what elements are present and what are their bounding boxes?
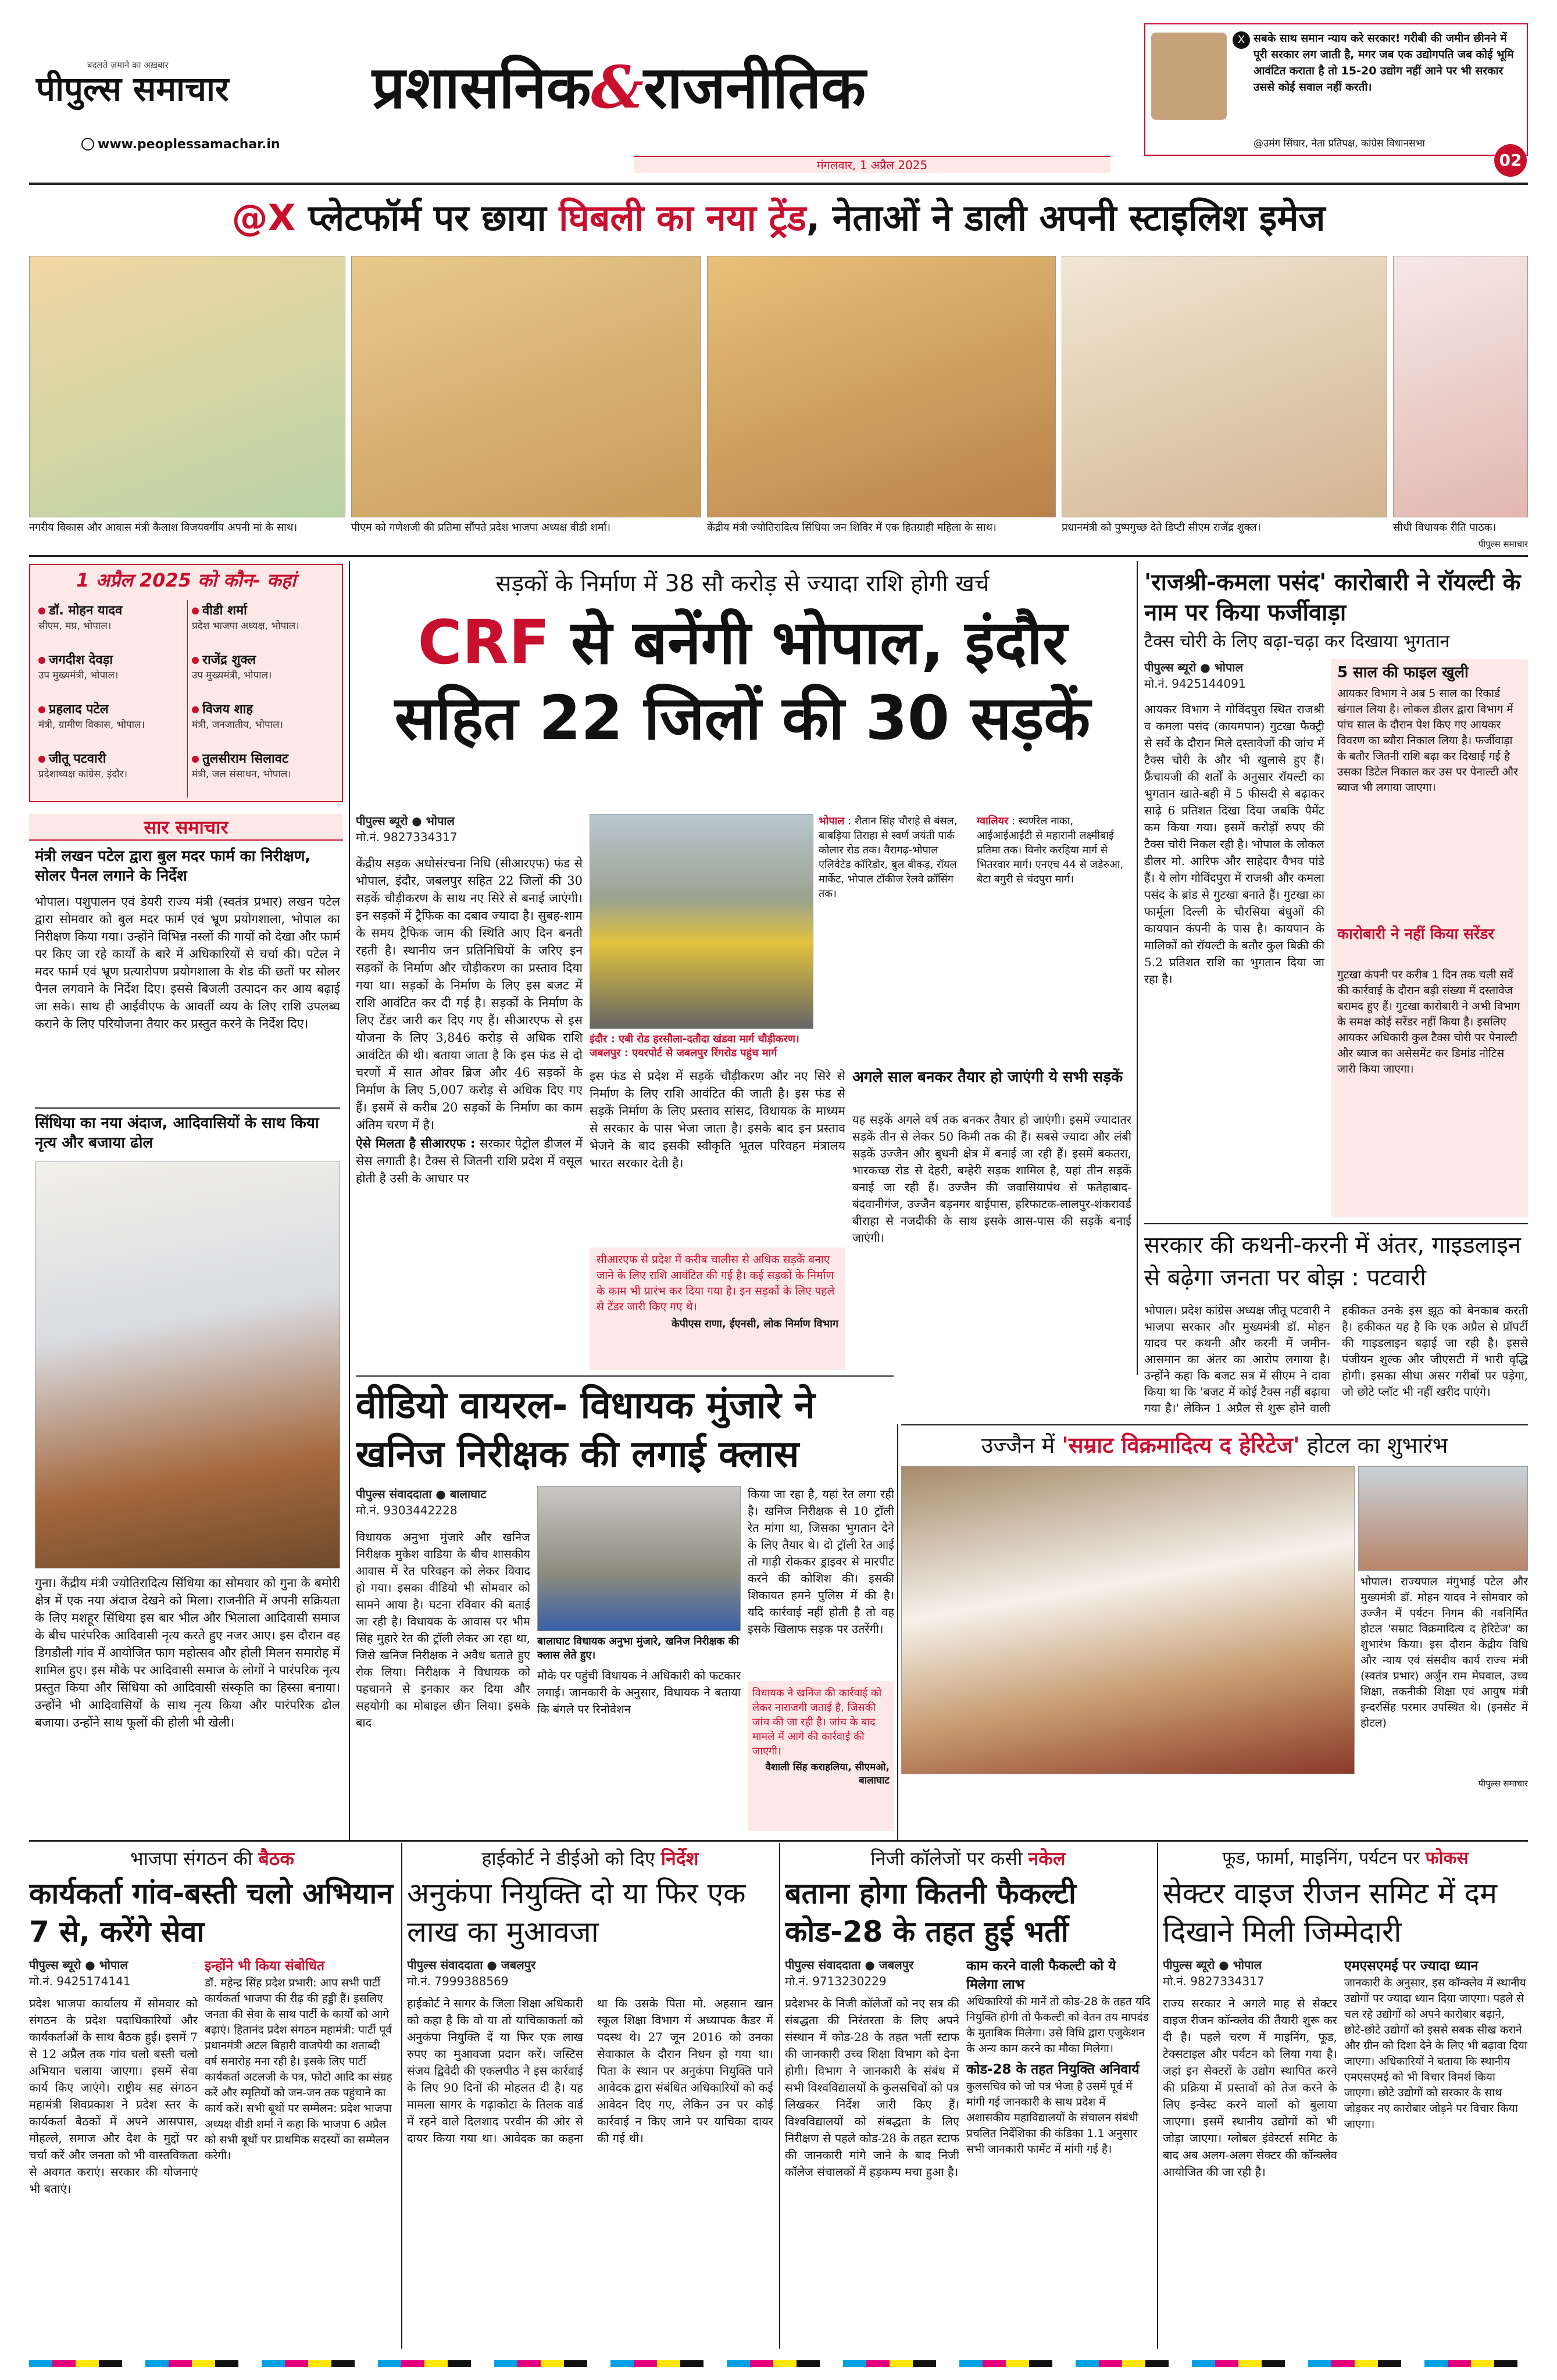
- who-where-item: डॉ. मोहन यादव सीएम, मप्र, भोपाल।: [38, 603, 123, 632]
- bottom-1-side-head: इन्होंने भी किया संबोधित: [205, 1959, 325, 1974]
- munjare-headline-1: वीडियो वायरल- विधायक मुंजारे ने: [356, 1384, 815, 1427]
- bottom-4-body: राज्य सरकार ने अगले माह से सेक्टर वाइज रीजन कॉन्क्लेव की तैयारी शुरू कर दी है। पहले चरण में माइनिंग, फूड, टेक्सटाइल और पर्यटन को लिया गया है। जहां इन सेक्टरों के उद्योग स्थापित करने की प्रक्रिया में प्रस्तावों को तेज करने के लिए इन्वेस्ट करने वालों को बुलाया जाएगा। इसमें स्थानीय उद्योगों को भी जोड़ा जाएगा। ग्लोबल इंवेस्टर्स समिट के बाद अब अलग-अलग सेक्टर की कॉन्क्लेव आयोजित की जा रही है।: [1163, 1996, 1337, 2179]
- x-logo-icon: X: [1233, 31, 1250, 49]
- patwari-body: भोपाल। प्रदेश कांग्रेस अध्यक्ष जीतू पटवारी ने भाजपा सरकार और मुख्यमंत्री डॉ. मोहन यादव पर कथनी और करनी में जमीन-आसमान का अंतर का आरोप लगाया है। उन्होंने कहा कि बजट सत्र में सीएम ने दावा किया था कि 'बजट में कोई टैक्स नहीं बढ़ाया गया है।' लेकिन 1 अप्रैल से शुरू होने वाली हकीकत उनके इस झूठ को बेनकाब करती है। हकीकत यह है कि एक अप्रैल से प्रॉपर्टी की गाइडलाइन बढ़ाई जा रही है। इससे पंजीयन शुल्क और जीएसटी में भारी वृद्धि होगी। इसका सीधा असर गरीबों पर पड़ेगा, जो छोटे प्लॉट भी नहीं खरीद पाएंगे।: [1144, 1303, 1528, 1415]
- saar-title-bar: [29, 814, 343, 841]
- munjare-quote-box: [748, 1681, 894, 1831]
- crf-next-year-body: यह सड़कें अगले वर्ष तक बनकर तैयार हो जाएंगी। इसमें ज्यादातर सड़कें तीन से लेकर 50 किमी तक की हैं। सबसे ज्यादा और लंबी सड़कें उज्जैन और बुधनी क्षेत्र में बनाई जा रही हैं। इसमें बकतरा, भारकच्छ रोड से देहरी, बम्हेरी सड़क शामिल है, यहां तीन सड़कें बनाई जा रही हैं। उज्जैन की जवासियापंथ से फतेहाबाद-बंदवानीगंज, उज्जैन बड़नगर बाईपास, हरिफाटक-लालपुर-शंकरावर्ड बीराहा से नजदीकी के साथ इसके आस-पास की सड़कें बनाई जाएंगी।: [852, 1113, 1131, 1245]
- vertical-rule-munjare: [897, 1424, 898, 1840]
- crf-kicker: सड़कों के निर्माण में 38 सौ करोड़ से ज्यादा राशि होगी खर्च: [495, 570, 990, 597]
- vertical-rule-left: [349, 561, 350, 1840]
- brand-name: पीपुल्स समाचार: [36, 69, 229, 109]
- pin-icon: [192, 756, 199, 763]
- bottom-2-headline: अनुकंपा नियुक्ति दो या फिर एक लाख का मुआवजा: [407, 1877, 746, 1949]
- bottom-4-side-head: एमएसएमई पर ज्यादा ध्यान: [1344, 1959, 1479, 1974]
- ghibli-caption-2: पीएम को गणेशजी की प्रतिमा सौंपते प्रदेश भाजपा अध्यक्ष वीडी शर्मा।: [351, 521, 611, 534]
- ghibli-image-2: [351, 256, 701, 517]
- masthead-rule: [29, 183, 1528, 185]
- who-where-item: वीडी शर्मा प्रदेश भाजपा अध्यक्ष, भोपाल।: [192, 603, 299, 632]
- ghibli-caption-4: प्रधानमंत्री को पुष्पगुच्छ देते डिप्टी सीएम राजेंद्र शुक्ल।: [1062, 521, 1261, 534]
- who-where-item: जगदीश देवड़ा उप मुख्यमंत्री, भोपाल।: [38, 653, 119, 681]
- vikram-rule: [901, 1424, 1528, 1425]
- bottom-3-side-body: अधिकारियों की मानें तो कोड-28 के तहत यदि नियुक्ति होगी तो फैकल्टी को वेतन तय मापदंड के मुताबिक मिलेगा। उसे विधि द्वारा एजुकेशन के अन्य काम करने का मौका मिलेगा।: [966, 1995, 1151, 2055]
- vikram-body: भोपाल। राज्यपाल मंगुभाई पटेल और मुख्यमंत्री डॉ. मोहन यादव ने सोमवार को उज्जैन में पर्यटन निगम की नवनिर्मित होटल 'सम्राट विक्रमादित्य द हेरिटेज' का शुभारंभ किया। इस दौरान केंद्रीय विधि और न्याय एवं संसदीय कार्य राज्य मंत्री (स्वतंत्र प्रभार) अर्जुन राम मेघवाल, उच्च शिक्षा, तकनीकी शिक्षा एवं आयुष मंत्री इन्दरसिंह परमार उपस्थित थे। (इनसेट में होटल): [1360, 1575, 1528, 1729]
- print-registration-bar: [29, 2360, 1528, 2367]
- crf-city-list-2: ग्वालियर : स्वर्णरेल नाका, आईआईआईटी से महारानी लक्ष्मीबाई प्रतिमा तक। विनोर करहिया मार्ग से भितरवार मार्ग। एनएच 44 से जडेरुआ, बेटा बगुरी से चंदपुरा मार्ग।: [977, 815, 1124, 885]
- munjare-rule: [356, 1375, 894, 1377]
- ghibli-headline: @X प्लेटफॉर्म पर छाया घिबली का नया ट्रेंड, नेताओं ने डाली अपनी स्टाइलिश इमेज: [231, 196, 1326, 239]
- vikram-headline: उज्जैन में 'सम्राट विक्रमादित्य द हेरिटेज' होटल का शुभारंभ: [981, 1432, 1448, 1458]
- munjare-col-3: किया जा रहा है, यहां रेत लगा रही है। खनिज निरीक्षक से 10 ट्रॉली रेत मांगा था, जिसका भुगतान देने के लिए तैयार थे। दो ट्रॉली रेत आई तो गाड़ी रोककर ड्राइवर से मारपीट करने की कोशिश की। इसकी शिकायत हमने पुलिस में की है। यदि कार्रवाई नहीं होती है तो वह इसके खिलाफ सड़क पर उतरेंगी।: [748, 1487, 894, 1636]
- page-number-badge: 02: [1494, 144, 1527, 177]
- bottom-4-sidebar: [1344, 1957, 1528, 2344]
- date-band: [634, 156, 1110, 173]
- tweet-box: [1144, 23, 1528, 156]
- who-where-item: प्रहलाद पटेल मंत्री, ग्रामीण विकास, भोपाल।: [38, 702, 145, 731]
- ghibli-image-3: [707, 256, 1056, 517]
- patwari-rule: [1144, 1223, 1528, 1224]
- saar-story-2-body: गुना। केंद्रीय मंत्री ज्योतिरादित्य सिंधिया का सोमवार को गुना के बमोरी क्षेत्र में एक नया अंदाज देखने को मिला। राजनीति में अपनी सक्रियता के लिए मशहूर सिंधिया इस बार भील और भिलाला आदिवासी समाज के बीच पारंपरिक आदिवासी नृत्य करते हुए नजर आए। इस दौरान वह डिगडौली गांव में आयोजित फाग महोत्सव और होली मिलन समारोह में शामिल हुए। इस मौके पर आदिवासी समाज के लोगों ने पारंपरिक नृत्य प्रस्तुत किया और सिंधिया को आदिवासी संस्कृति का हिस्सा बनाया। उन्होंने भी आदिवासियों के साथ नृत्य किया और पारंपरिक ढोल बजाया। उन्होंने साथ फूलों की होली भी खेली।: [35, 1576, 340, 1729]
- pin-icon: [38, 607, 45, 614]
- bottom-4-headline: सेक्टर वाइज रीजन समिट में दम दिखाने मिली जिम्मेदारी: [1163, 1877, 1498, 1949]
- saar-title: सार समाचार: [144, 816, 228, 838]
- crf-body-col-1: केंद्रीय सड़क अधोसंरचना निधि (सीआरएफ) फंड से भोपाल, इंदौर, जबलपुर सहित 22 जिलों की 30 सड़कें चौड़ीकरण के साथ नए सिरे से बनाई जाएंगी। इन सड़कों में ट्रैफिक का दबाव ज्यादा है। सुबह-शाम के समय ट्रैफिक जाम की स्थिति आए दिन बनती रहती है। स्थानीय जन प्रतिनिधियों के जरिए इन सड़कों के निर्माण और चौड़ीकरण का प्रस्ताव दिया गया था। सड़कों के निर्माण के लिए इस बजट में राशि आवंटित कर दी गई है। सड़कों के निर्माण के लिए टेंडर जारी कर दिए गए हैं। सीआरएफ से इस योजना के लिए 3,846 करोड़ से अधिक राशि आवंटित की थी। बताया जाता है कि इस फंड से दो चरणों में सात ओवर ब्रिज और 46 सड़कों के निर्माण के लिए 5,007 करोड़ से अधिक दिए गए हैं। इसमें से करीब 20 सड़कों के निर्माण का काम अंतिम चरण में है। ऐसे मिलता है सीआरएफ : सरकार पेट्रोल डीजल में सेस लगाती है। टैक्स से जितनी राशि प्रदेश में वसूल होती है उसी के आधार पर: [356, 856, 583, 1185]
- rajshri-sidebar: [1331, 659, 1528, 1217]
- pin-icon: [192, 657, 199, 664]
- bottom-4-kicker: फूड, फार्मा, माइनिंग, पर्यटन पर फोकस: [1222, 1848, 1469, 1868]
- bottom-3-headline: बताना होगा कितनी फैकल्टी कोड-28 के तहत हुई भर्ती: [785, 1877, 1076, 1949]
- rajshri-subhead: टैक्स चोरी के लिए बढ़ा-चढ़ा कर दिखाया भुगतान: [1144, 631, 1450, 652]
- bottom-2-kicker: हाईकोर्ट ने डीईओ को दिए निर्देश: [481, 1847, 699, 1870]
- vikram-credit: पीपुल्स समाचार: [1478, 1778, 1528, 1789]
- munjare-col-2: मौके पर पहुंची विधायक ने अधिकारी को फटकार लगाई। जानकारी के अनुसार, विधायक ने बताया कि बंगले पर रिनोवेशन: [537, 1668, 741, 1716]
- bottom-4-byline: पीपुल्स ब्यूरो ● भोपाल मो.नं. 9827334317: [1163, 1958, 1265, 1988]
- crf-byline: पीपुल्स ब्यूरो ● भोपाल मो.नं. 9827334317: [356, 814, 458, 844]
- tweet-author: @उमंग सिंघार, नेता प्रतिपक्ष, कांग्रेस विधानसभा: [1254, 138, 1425, 149]
- bottom-3-body: प्रदेशभर के निजी कॉलेजों को नए सत्र की संबद्धता की निरंतरता के लिए अपने संस्थान में कोड-28 के तहत भर्ती स्टाफ की जानकारी उच्च शिक्षा विभाग को देना होगी। विभाग ने जानकारी के संबंध में सभी विश्वविद्यालयों के कुलसचिवों को पत्र लिखकर निर्देश जारी किए हैं। विश्वविद्यालयों को संबद्धता के लिए निरीक्षण से पहले कोड-28 के तहत स्टाफ की जानकारी मांगे जाने के बाद निजी कॉलेज संचालकों में हड़कम्प मचा हुआ है।: [785, 1996, 959, 2179]
- bottom-vrule-2: [779, 1843, 780, 2349]
- bottom-3-kicker: निजी कॉलेजों पर कसी नकेल: [870, 1847, 1066, 1870]
- bottom-3-side-body-2: कुलसचिव को जो पत्र भेजा है उसमें पूर्व में मांगी गई जानकारी के साथ प्रदेश में अशासकीय महाविद्यालयों के संचालन संबंधी प्रचलित निर्देशिका की कंडिका 1.1 अनुसार सभी जानकारी फार्मेट में मांगी गई है।: [966, 2080, 1138, 2156]
- row-rule-1: [29, 555, 1528, 557]
- crf-road-photo: [590, 814, 813, 1029]
- section-title: प्रशासनिक&राजनीतिक: [372, 53, 866, 121]
- ghibli-image-1: [29, 256, 345, 517]
- who-where-item: विजय शाह मंत्री, जनजातीय, भोपाल।: [192, 702, 283, 731]
- bottom-row-rule: [29, 1840, 1528, 1842]
- masthead-tagline: बदलते ज़माने का अख़बार: [87, 60, 169, 70]
- patwari-headline: सरकार की कथनी-करनी में अंतर, गाइडलाइन से बढ़ेगा जनता पर बोझ : पटवारी: [1144, 1232, 1522, 1291]
- saar-story-1-body: भोपाल। पशुपालन एवं डेयरी राज्य मंत्री (स्वतंत्र प्रभार) लखन पटेल द्वारा सोमवार को बुल मदर फार्म एवं भ्रूण प्रयोगशाला, भोपाल का निरीक्षण किया गया। उन्होंने विभिन्न नस्लों की गायों को देखा और फार्म पर किए जा रहे कार्यों के बारे में अधिकारियों से चर्चा की। पटेल ने मदर फार्म एवं भ्रूण प्रत्यारोपण प्रयोगशाला के शेड की छतों पर सोलर पैनल लगवाने के निर्देश दिए। इससे बिजली उत्पादन कर आय बढ़ाई जा सके। साथ ही आईवीएफ के आवर्ती व्यय के लिए राशि उपलब्ध कराने के लिए परियोजना तैयार कर प्रस्तुत करने के निर्देश दिए।: [35, 895, 340, 1031]
- bottom-3-side-head: काम करने वाली फैकल्टी को ये मिलेगा लाभ: [966, 1959, 1116, 1992]
- ghibli-image-5: [1393, 256, 1528, 517]
- ghibli-credit: पीपुल्स समाचार: [1478, 539, 1528, 549]
- hotel-inauguration-photo: [901, 1466, 1355, 1774]
- transport-column: [937, 1067, 938, 1068]
- bottom-3-byline: पीपुल्स संवाददाता ● जबलपुर मो.नं. 9713230229: [785, 1958, 914, 1988]
- pin-icon: [38, 706, 45, 713]
- bottom-vrule-3: [1157, 1843, 1158, 2349]
- rajshri-body: आयकर विभाग ने गोविंदपुरा स्थित राजश्री व कमला पसंद (कायमपान) गुटखा फैक्ट्री से सर्वे के दौरान मिले दस्तावेजों की जांच में टैक्स चोरी के और भी खुलासे हुए हैं। फ्रैंचायजी की शर्तों के अनुसार रॉयल्टी का भुगतान खाते-बही में 5 फीसदी से बढ़ाकर साढ़े 6 प्रतिशत दिखा दिया जबकि पैमेंट कम किया गया। इसमें करोड़ों रुपए की टैक्स चोरी निकल रही है। भोपाल के लोकल डीलर मो. आरिफ और साहेदार वैभव पांडे हैं। ये लोग गोविंदपुरा में राजश्री और कमला पसंद के ब्रांड से गुटखा बनाते हैं। गुटखा का फार्मूला दिल्ली के चौरसिया बंधुओं की कायपान कंपनी के पास है। कायपान के मालिकों को रॉयल्टी के बतौर कुल बिक्री की 5.2 प्रतिशत राशि का भुगतान दिया जा रहा है।: [1144, 702, 1324, 986]
- ghibli-caption-3: केंद्रीय मंत्री ज्योतिरादित्य सिंधिया जन शिविर में एक हितग्राही महिला के साथ।: [707, 521, 997, 534]
- who-where-item: राजेंद्र शुक्ल उप मुख्यमंत्री, भोपाल।: [192, 653, 272, 681]
- rajshri-headline: 'राजश्री-कमला पसंद' कारोबारी ने रॉयल्टी के नाम पर किया फर्जीवाड़ा: [1144, 569, 1521, 626]
- saar-story-1-headline: मंत्री लखन पटेल द्वारा बुल मदर फार्म का निरीक्षण, सोलर पैनल लगाने के निर्देश: [35, 848, 311, 885]
- scindia-dance-photo: [35, 1162, 340, 1568]
- crf-quote-text: सीआरएफ से प्रदेश में करीब चालीस से अधिक सड़कें बनाए जाने के लिए राशि आवंटित की गई है। कई सड़कों के निर्माण के काम भी प्रारंभ कर दिया गया है। इन सड़कों के लिए पहले से टेंडर जारी किए गए थे।: [597, 1253, 835, 1313]
- bottom-3-sidebar: [966, 1957, 1151, 2344]
- globe-icon: [81, 138, 94, 151]
- ghibli-caption-5: सीधी विधायक रीति पाठक।: [1393, 521, 1497, 534]
- rajshri-byline: पीपुल्स ब्यूरो ● भोपाल मो.नं. 9425144091: [1144, 660, 1246, 691]
- issue-date: मंगलवार, 1 अप्रैल 2025: [816, 158, 928, 172]
- site-url-row[interactable]: [81, 137, 280, 152]
- ghibli-image-4: [1062, 256, 1387, 517]
- crf-headline-line-2: सहित 22 जिलों की 30 सड़कें: [394, 682, 1091, 753]
- crf-headline-line-1: CRF से बनेंगी भोपाल, इंदौर: [417, 607, 1067, 678]
- tweet-author-photo: [1151, 33, 1227, 120]
- tweet-text: सबके साथ समान न्याय करे सरकार! गरीबी की जमीन छीनने में पूरी सरकार लग जाती है, मगर जब एक उद्योगपति जब कोई भूमि आवंटित कराता है तो 15-20 उद्योग नहीं आने पर भी सरकार उससे कोई सवाल नहीं करती।: [1254, 32, 1514, 94]
- ghibli-caption-1: नगरीय विकास और आवास मंत्री कैलाश विजयवर्गीय अपनी मां के साथ।: [29, 521, 298, 534]
- crf-quote-attribution: केपीएस राणा, ईएनसी, लोक निर्माण विभाग: [671, 1318, 838, 1330]
- who-where-item: तुलसीराम सिलावट मंत्री, जल संसाधन, भोपाल।: [192, 752, 291, 780]
- bottom-2-byline: पीपुल्स संवाददाता ● जबलपुर मो.नं. 7999388569: [407, 1958, 536, 1988]
- crf-photo-caption-1: इंदौर : एबी रोड हरसौला-दतौदा खंडवा मार्ग चौड़ीकरण।: [590, 1033, 799, 1045]
- who-where-item: जीतू पटवारी प्रदेशाध्यक्ष कांग्रेस, इंदौर।: [38, 752, 128, 780]
- bottom-3-side-head-2: कोड-28 के तहत नियुक्ति अनिवार्य: [966, 2062, 1140, 2077]
- bottom-1-body: प्रदेश भाजपा कार्यालय में सोमवार को संगठन के प्रदेश पदाधिकारियों और कार्यकर्ताओं के साथ बैठक हुई। इसमें 7 से 12 अप्रैल तक गांव चलो बस्ती चलो अभियान चलाया जाएगा। इसमें सेवा कार्य किए जाएंगे। राष्ट्रीय सह संगठन महामंत्री शिवप्रकाश ने प्रदेश स्तर के कार्यकर्ता बैठकों में अपने आसपास, मोहल्ले, समाज और देश के मुद्दों पर चर्चा करें और जनता को भी वास्तविकता से अवगत कराएं। सरकार की योजनाएं भी बताएं।: [29, 1996, 198, 2196]
- hotel-inset-photo: [1358, 1466, 1528, 1571]
- rajshri-side-head-1: 5 साल की फाइल खुली: [1337, 664, 1469, 681]
- munjare-quote-attribution: वैशाली सिंह कराहलिया, सीएमओ, बालाघाट: [765, 1761, 890, 1786]
- bottom-1-headline: कार्यकर्ता गांव-बस्ती चलो अभियान 7 से, करेंगे सेवा: [29, 1877, 394, 1949]
- crf-next-year-headline: अगले साल बनकर तैयार हो जाएंगी ये सभी सड़कें: [852, 1069, 1123, 1086]
- bottom-2-body: हाईकोर्ट ने सागर के जिला शिक्षा अधिकारी को कहा है कि वो या तो याचिकाकर्ता को अनुकंपा नियुक्ति दें या फिर एक लाख रुपए का मुआवजा प्रदान करें। जस्टिस संजय द्विवेदी की एकलपीठ ने इस कार्रवाई के लिए 90 दिनों की मोहलत दी है। यह मामला सागर के गढ़ाकोटा के तिलक वार्ड में रहने वाले दिलशाद परवीन की ओर से दायर किया गया था। आवेदक का कहना था कि उसके पिता मो. अहसान खान स्कूल शिक्षा विभाग में अध्यापक कैडर में पदस्थ थे। 27 जून 2016 को उनका सेवाकाल के दौरान निधन हो गया था। पिता के स्थान पर अनुकंपा नियुक्ति पाने आवेदक द्वारा संबंधित अधिकारियों को कई आवेदन दिए गए, लेकिन उन पर कोई कार्रवाई न किए जाने पर याचिका दायर की गई थी।: [407, 1996, 773, 2145]
- munjare-photo-caption: बालाघाट विधायक अनुभा मुंजारे, खनिज निरीक्षक की क्लास लेते हुए।: [537, 1635, 740, 1661]
- bottom-1-side-body: डॉ. महेन्द्र सिंह प्रदेश प्रभारी: आप सभी पार्टी कार्यकर्ता भाजपा की रीढ़ की हड्डी हैं। इसलिए जनता की सेवा के साथ पार्टी के कार्यों को आगे बढ़ाएं। हितानंद प्रदेश संगठन महामंत्री: पार्टी पूर्व प्रधानमंत्री अटल बिहारी वाजपेयी का शताब्दी वर्ष समारोह मना रही है। इसके लिए पार्टी कार्यकर्ता अटलजी के पत्र, फोटो आदि का संग्रह करें और स्मृतियों को जन-जन तक पहुंचाने का कार्य करें। सभी बूथों पर सम्मेलन: प्रदेश भाजपा अध्यक्ष वीडी शर्मा ने कहा कि भाजपा 6 अप्रैल को सभी बूथों पर प्राथमिक सदस्यों का सम्मेलन करेगी।: [205, 1977, 392, 2162]
- bottom-4-side-body: जानकारी के अनुसार, इस कॉन्क्लेव में स्थानीय उद्योगों पर ज्यादा ध्यान दिया जाएगा। पहले से चल रहे उद्योगों को अपने कारोबार बढ़ाने, छोटे-छोटे उद्योगों को इससे सबक सीख कराने और ग्रीन को दिशा देने के लिए भी बढ़ावा दिया जाएगा। अधिकारियों ने बताया कि स्थानीय एमएसएमई को भी विचार विमर्श किया जाएगा। छोटे उद्योगों को सरकार के साथ जोड़कर नए कारोबार जोड़ने पर विचार किया जाएगा।: [1344, 1977, 1527, 2131]
- munjare-quote-text: विधायक ने खनिज की कार्रवाई को लेकर नाराजगी जताई है, जिसकी जांच की जा रही है। जांच के बाद मामले में आगे की कार्रवाई की जाएगी।: [752, 1687, 882, 1757]
- site-url: www.peoplessamachar.in: [98, 137, 280, 152]
- munjare-photo: [537, 1486, 741, 1631]
- crf-body-col-2: इस फंड से प्रदेश में सड़कें चौड़ीकरण और नए सिरे से निर्माण के लिए राशि आवंटित की जाती है। इस फंड से सड़कें निर्माण के लिए प्रस्ताव सांसद, विधायक के माध्यम से सरकार के पास भेजा जाता है। इसके बाद इन प्रस्ताव भेजने के बाद इसकी स्वीकृति भूतल परिवहन मंत्रालय भारत सरकार देती है।: [590, 1069, 845, 1170]
- pin-icon: [38, 657, 45, 664]
- bottom-1-sidebar: [205, 1957, 395, 2344]
- vertical-rule-mid: [1137, 561, 1138, 1375]
- rajshri-side-body-2: गुटखा कंपनी पर करीब 1 दिन तक चली सर्वे की कार्रवाई के दौरान बड़ी संख्या में दस्तावेज बरामद हुए हैं। गुटखा कारोबारी ने अभी विभाग के समक्ष कोई सरेंडर नहीं किया है। इसलिए आयकर अधिकारी कुल टैक्स चोरी पर पेनाल्टी और ब्याज का असेसमेंट कर डिमांड नोटिस जारी किया जाएगा।: [1337, 969, 1520, 1075]
- munjare-col-1: विधायक अनुभा मुंजारे और खनिज निरीक्षक मुकेश वाडिया के बीच शासकीय आवास में रेत परिवहन को लेकर विवाद हो गया। इसका वीडियो भी सोमवार को सामने आया है। घटना रविवार की बताई जा रही है। विधायक के आवास पर भीम सिंह मुहारे रेत की ट्रॉली लेकर आ रहा था, जिसे खनिज निरीक्षक ने अवैध बताते हुए रोक लिया। निरीक्षक ने विधायक को पहचानने से इनकार कर दिया और सहयोगी का मोबाइल छीन लिया। इसके बाद: [356, 1530, 530, 1729]
- saar-divider: [35, 1107, 340, 1109]
- who-where-title: 1 अप्रैल 2025 को कौन- कहां: [76, 569, 296, 591]
- rajshri-side-body-1: आयकर विभाग ने अब 5 साल का रिकार्ड खंगाल लिया है। लोकल डीलर द्वारा विभाग में पांच साल के दौरान पेश किए गए आयकर विवरण का ब्यौरा निकाल लिया है। फर्जीवाड़ा के बतौर जितनी राशि बढ़ा कर दिखाई गई है उसका डिटेल निकाल कर उस पर पेनाल्टी और ब्याज भी लगाया जाएगा।: [1337, 687, 1518, 794]
- munjare-headline-2: खनिज निरीक्षक की लगाई क्लास: [356, 1433, 799, 1476]
- bottom-1-kicker: भाजपा संगठन की बैठक: [130, 1847, 294, 1870]
- who-where-divider: [187, 600, 188, 798]
- pin-icon: [192, 706, 199, 713]
- crf-photo-caption-2: जबलपुर : एयरपोर्ट से जबलपुर रिंगरोड पहुंच मार्ग: [590, 1047, 777, 1059]
- crf-city-list: भोपाल : शैतान सिंह चौराहे से बंसल, बाबड़िया तिराहा से स्वर्ण जयंती पार्क कोलार रोड तक। वैरागढ़-भोपाल एलिवेटेड कॉरिडोर, बुल बीकड़, रॉयल मार्केट, भोपाल टॉकीज रेलवे क्रॉसिंग तक।: [819, 815, 958, 900]
- bottom-1-byline: पीपुल्स ब्यूरो ● भोपाल मो.नं. 9425174141: [29, 1958, 131, 1988]
- saar-story-2-headline: सिंधिया का नया अंदाज, आदिवासियों के साथ किया नृत्य और बजाया ढोल: [35, 1114, 319, 1152]
- pin-icon: [192, 607, 199, 614]
- rajshri-side-head-2: कारोबारी ने नहीं किया सरेंडर: [1337, 925, 1494, 943]
- pin-icon: [38, 756, 45, 763]
- bottom-vrule-1: [401, 1843, 402, 2349]
- munjare-byline: पीपुल्स संवाददाता ● बालाघाट मो.नं. 9303442228: [356, 1487, 487, 1517]
- crf-quote-box: [590, 1248, 845, 1370]
- brand-logo[interactable]: [36, 69, 229, 109]
